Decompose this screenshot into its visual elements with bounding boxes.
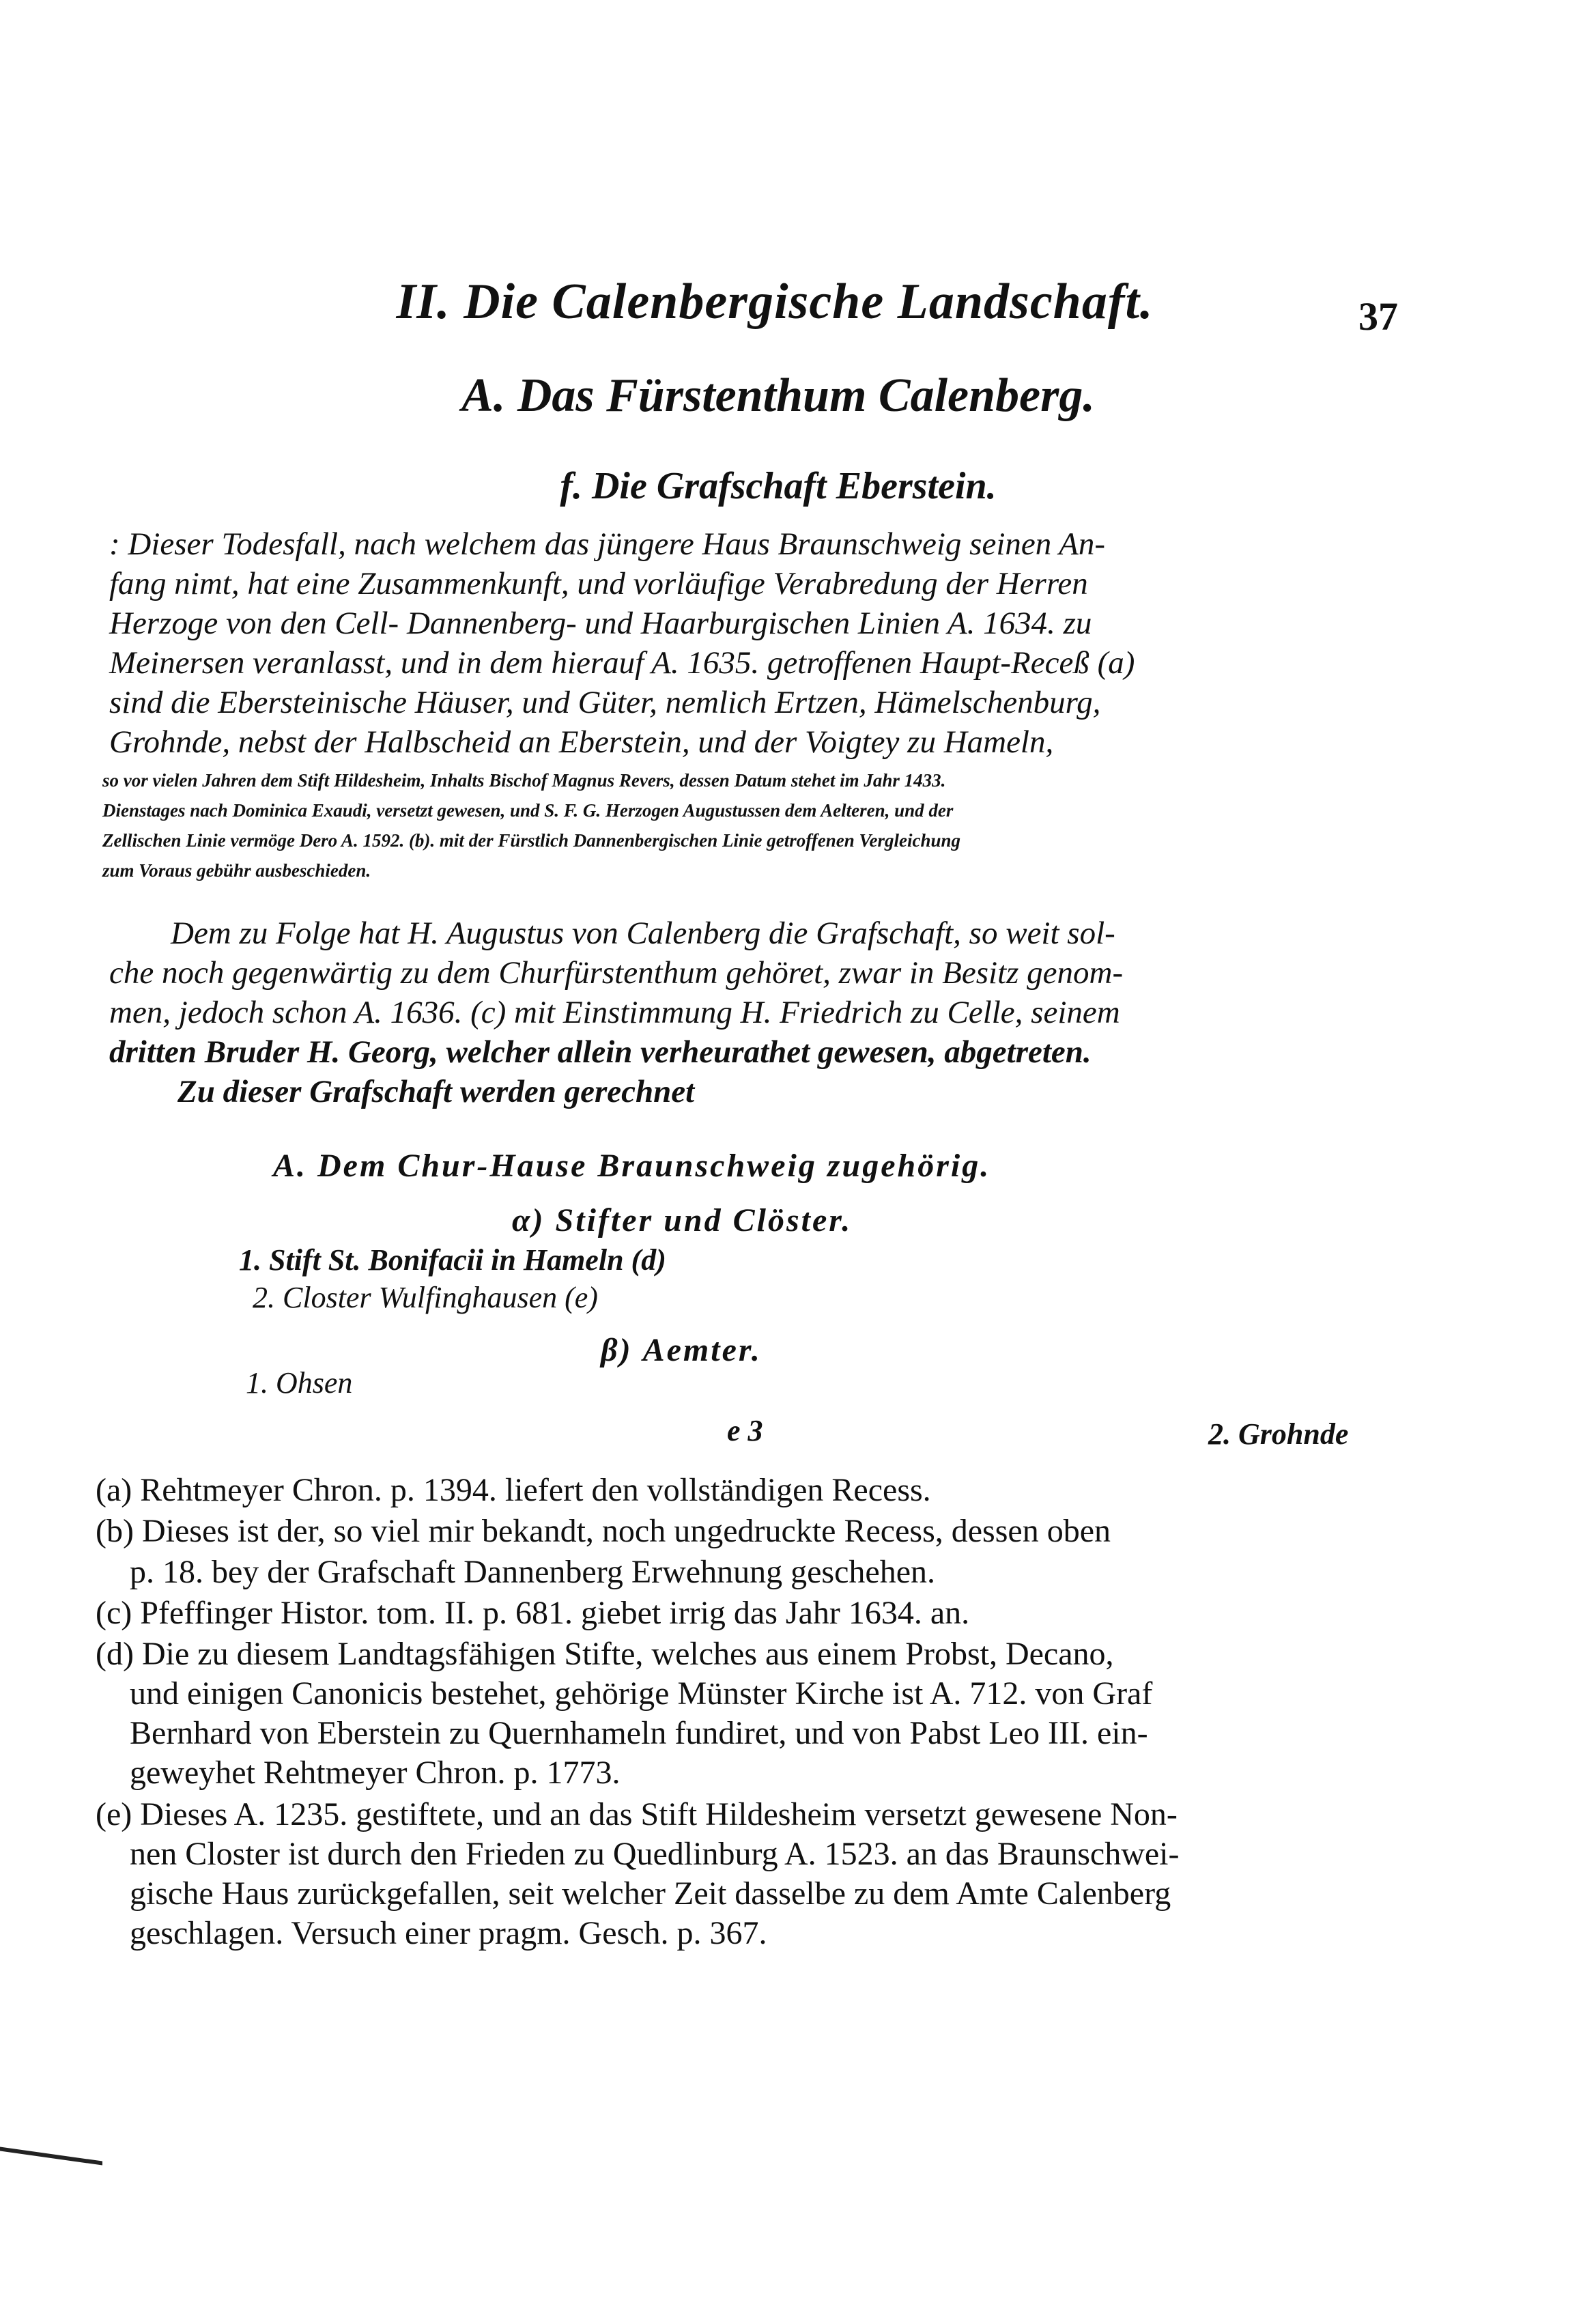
section-heading: f. Die Grafschaft Eberstein. — [560, 465, 997, 507]
paragraph-2-line: Dem zu Folge hat H. Augustus von Calenberg die Grafschaft, so weit sol- — [171, 916, 1115, 951]
footnote-e: (e) Dieses A. 1235. gestiftete, und an das Stift Hildesheim versetzt gewesene Non- — [96, 1796, 1178, 1832]
paragraph-2-line: che noch gegenwärtig zu dem Churfürstenthum gehöret, zwar in Besitz genom- — [109, 955, 1124, 991]
catchword: 2. Grohnde — [1208, 1417, 1349, 1451]
scan-edge-mark — [0, 2146, 102, 2165]
footnote-d-cont: geweyhet Rehtmeyer Chron. p. 1773. — [130, 1755, 621, 1791]
paragraph-1-line: sind die Ebersteinische Häuser, und Güter, nemlich Ertzen, Hämelschenburg, — [109, 685, 1101, 720]
footnote-d-cont: Bernhard von Eberstein zu Quernhameln fundiret, und von Pabst Leo III. ein- — [130, 1715, 1148, 1751]
paragraph-2-line: men, jedoch schon A. 1636. (c) mit Einstimmung H. Friedrich zu Celle, seinem — [109, 995, 1120, 1030]
footnote-c: (c) Pfeffinger Histor. tom. II. p. 681. giebet irrig das Jahr 1634. an. — [96, 1595, 970, 1631]
footnote-e-cont: nen Closter ist durch den Frieden zu Quedlinburg A. 1523. an das Braunschwei- — [130, 1836, 1180, 1872]
footnote-b: (b) Dieses ist der, so viel mir bekandt, noch ungedruckte Recess, dessen oben — [96, 1513, 1111, 1549]
small-print-line: zum Voraus gebühr ausbeschieden. — [102, 860, 371, 881]
paragraph-2-line: dritten Bruder H. Georg, welcher allein verheurathet gewesen, abgetreten. — [109, 1034, 1092, 1070]
paragraph-1-line: : Dieser Todesfall, nach welchem das jüngere Haus Braunschweig seinen An- — [109, 526, 1105, 562]
small-print-line: Zellischen Linie vermöge Dero A. 1592. (b). mit der Fürstlich Dannenbergischen Linie getroffenen Vergleichung — [102, 830, 961, 851]
subheading: A. Das Fürstenthum Calenberg. — [461, 369, 1095, 422]
footnote-a: (a) Rehtmeyer Chron. p. 1394. liefert den vollständigen Recess. — [96, 1472, 931, 1508]
footnote-e-cont: geschlagen. Versuch einer pragm. Gesch. p. 367. — [130, 1915, 767, 1951]
footnote-b-cont: p. 18. bey der Grafschaft Dannenberg Erwehnung geschehen. — [130, 1554, 936, 1590]
list-item: 2. Closter Wulfinghausen (e) — [253, 1281, 598, 1314]
paragraph-1-line: Herzoge von den Cell- Dannenberg- und Haarburgischen Linien A. 1634. zu — [109, 606, 1092, 641]
list-heading-b: α) Stifter und Clöster. — [512, 1202, 853, 1238]
paragraph-1-line: Grohnde, nebst der Halbscheid an Eberstein, und der Voigtey zu Hameln, — [109, 724, 1054, 760]
paragraph-1-line: fang nimt, hat eine Zusammenkunft, und vorläufige Verabredung der Herren — [109, 566, 1088, 601]
page-number: 37 — [1358, 294, 1398, 339]
chapter-heading: II. Die Calenbergische Landschaft. — [396, 274, 1154, 330]
footnote-d-cont: und einigen Canonicis bestehet, gehörige Münster Kirche ist A. 712. von Graf — [130, 1675, 1153, 1712]
paragraph-1-line: Meinersen veranlasst, und in dem hierauf A. 1635. getroffenen Haupt-Receß (a) — [109, 645, 1135, 681]
list-heading-a: A. Dem Chur-Hause Braunschweig zugehörig. — [273, 1148, 991, 1184]
list-item: 1. Ohsen — [246, 1366, 353, 1400]
paragraph-2-line: Zu dieser Grafschaft werden gerechnet — [177, 1074, 695, 1109]
footnote-d: (d) Die zu diesem Landtagsfähigen Stifte, welches aus einem Probst, Decano, — [96, 1636, 1114, 1672]
list-heading-c: β) Aemter. — [601, 1332, 762, 1368]
small-print-line: Dienstages nach Dominica Exaudi, versetzt gewesen, und S. F. G. Herzogen Augustussen dem Aelteren, und der — [102, 800, 954, 821]
small-print-line: so vor vielen Jahren dem Stift Hildesheim, Inhalts Bischof Magnus Revers, dessen Datum stehet im Jahr 1433. — [102, 770, 946, 791]
footnote-e-cont: gische Haus zurückgefallen, seit welcher Zeit dasselbe zu dem Amte Calenberg — [130, 1875, 1171, 1912]
signature-mark: e 3 — [727, 1414, 763, 1447]
list-item: 1. Stift St. Bonifacii in Hameln (d) — [239, 1243, 666, 1277]
